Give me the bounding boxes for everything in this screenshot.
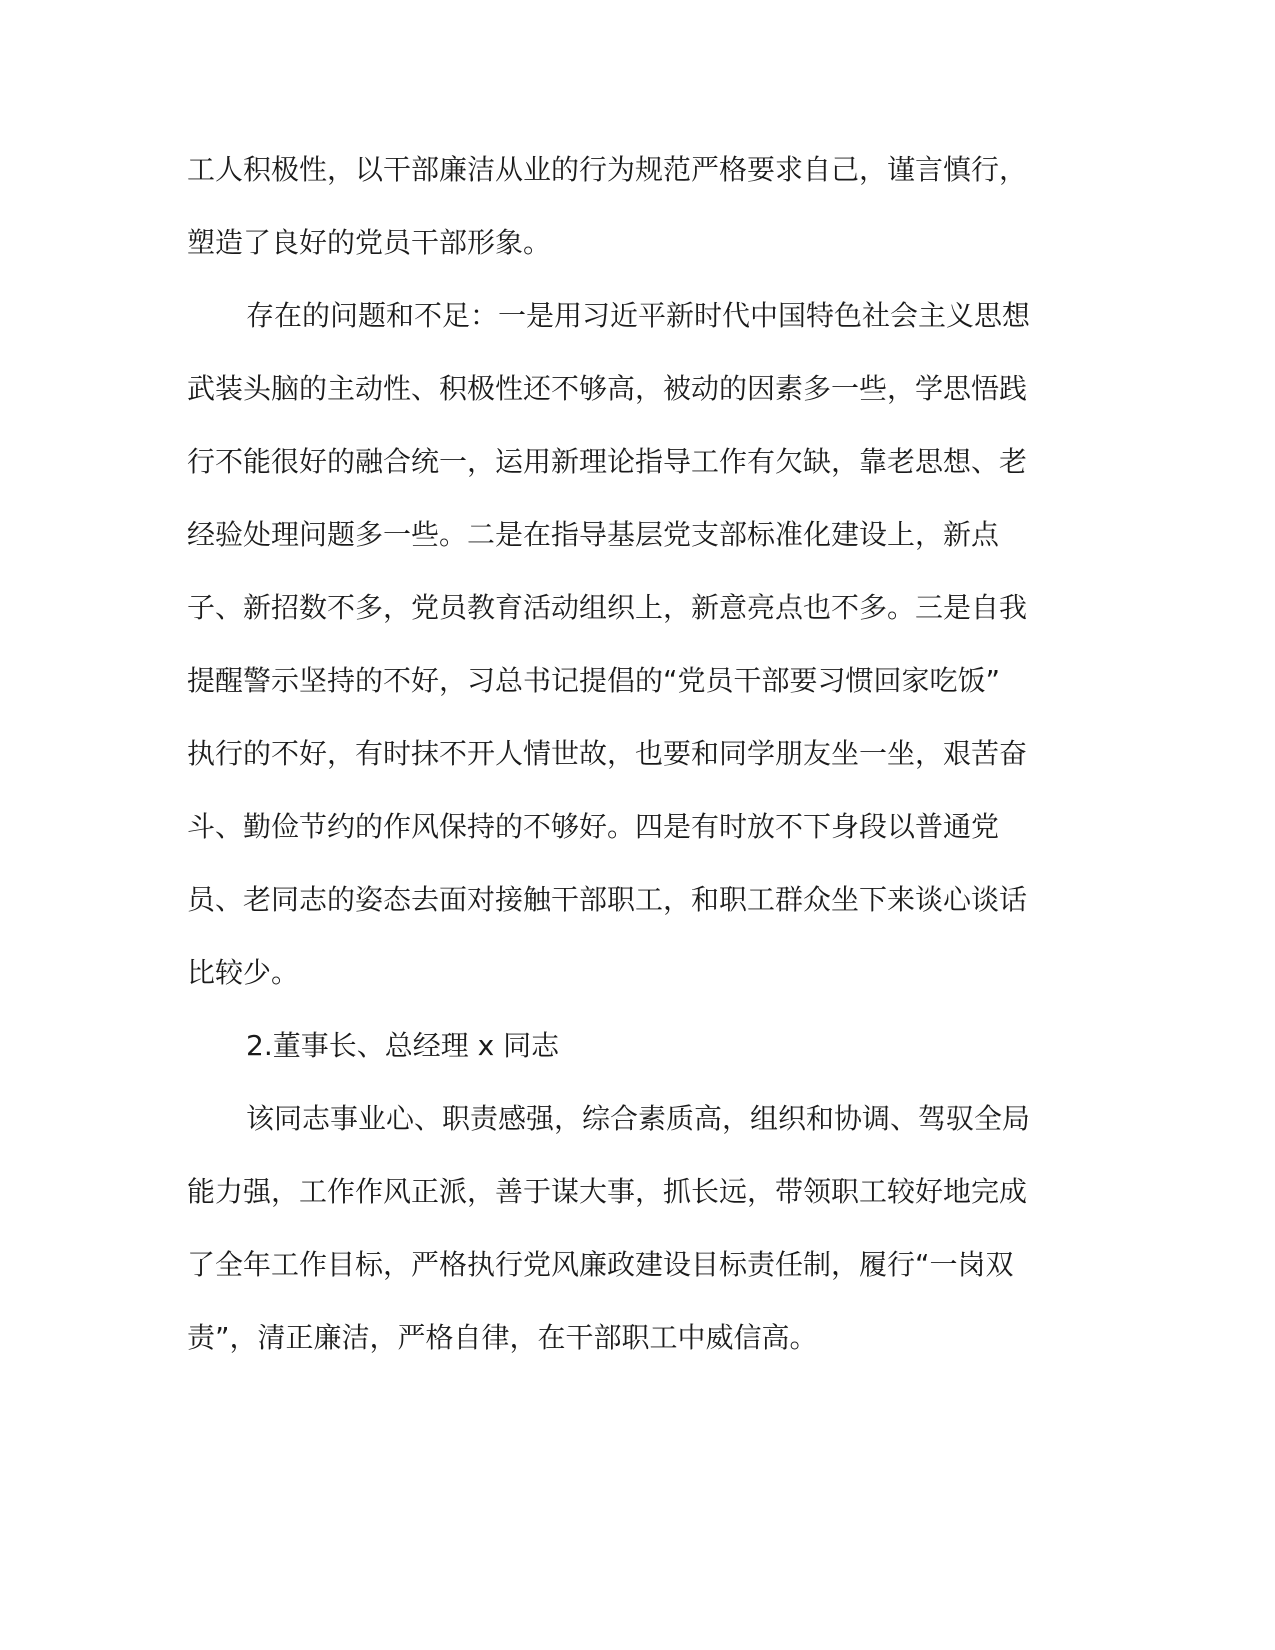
paragraph-line: 存在的问题和不足：一是用习近平新时代中国特色社会主义思想	[246, 299, 1031, 332]
paragraph-line: 比较少。	[187, 956, 300, 989]
paragraph-line: 武装头脑的主动性、积极性还不够高，被动的因素多一些，学思悟践	[187, 372, 1028, 405]
paragraph-line: 塑造了良好的党员干部形象。	[187, 226, 552, 259]
paragraph-line: 经验处理问题多一些。二是在指导基层党支部标准化建设上，新点	[187, 518, 1000, 551]
paragraph-line: 该同志事业心、职责感强，综合素质高，组织和协调、驾驭全局	[246, 1102, 1031, 1135]
section-heading: 2.董事长、总经理 x 同志	[246, 1029, 560, 1062]
paragraph-line: 工人积极性，以干部廉洁从业的行为规范严格要求自己，谨言慎行，	[187, 153, 1028, 186]
paragraph-line: 行不能很好的融合统一，运用新理论指导工作有欠缺，靠老思想、老	[187, 445, 1028, 478]
paragraph-line: 了全年工作目标，严格执行党风廉政建设目标责任制，履行“一岗双	[187, 1248, 1014, 1281]
paragraph-line: 子、新招数不多，党员教育活动组织上，新意亮点也不多。三是自我	[187, 591, 1028, 624]
paragraph-line: 责”，清正廉洁，严格自律，在干部职工中威信高。	[187, 1321, 818, 1354]
paragraph-line: 斗、勤俭节约的作风保持的不够好。四是有时放不下身段以普通党	[187, 810, 1000, 843]
paragraph-line: 执行的不好，有时抹不开人情世故，也要和同学朋友坐一坐，艰苦奋	[187, 737, 1028, 770]
paragraph-line: 员、老同志的姿态去面对接触干部职工，和职工群众坐下来谈心谈话	[187, 883, 1028, 916]
paragraph-line: 提醒警示坚持的不好，习总书记提倡的“党员干部要习惯回家吃饭”	[187, 664, 1001, 697]
paragraph-line: 能力强，工作作风正派，善于谋大事，抓长远，带领职工较好地完成	[187, 1175, 1028, 1208]
